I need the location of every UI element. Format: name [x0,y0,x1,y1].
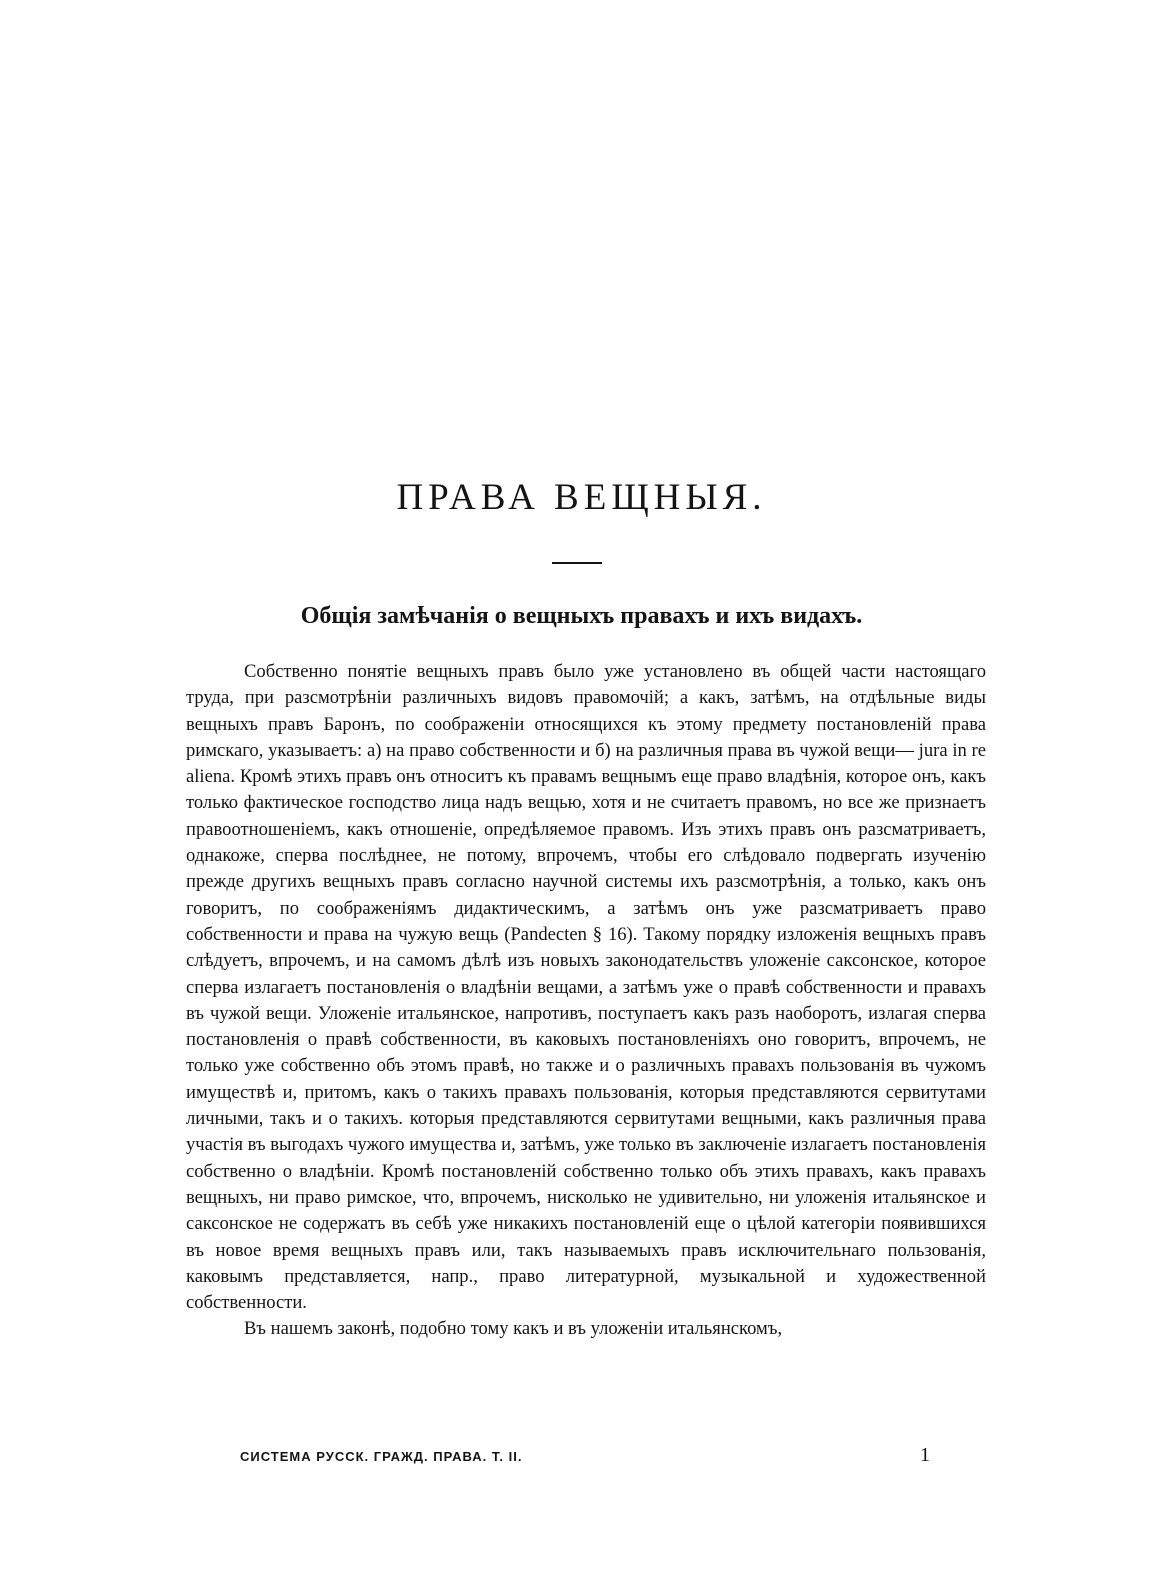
paragraph-2: Въ нашемъ законѣ, подобно тому какъ и въ уложеніи итальянскомъ, [244,1318,783,1340]
paragraph-1: Собственно понятіе вещныхъ правъ было уже установлено въ общей части настоящаго труда, при разсмотрѣніи различныхъ видовъ правомочій; а какъ, затѣмъ, на отдѣльные виды вещныхъ правъ Баронъ, по соображеніи относящихся къ этому предмету постановленій права римскаго, указываетъ: а) на право собственности и б) на различныя права въ чужой вещи— jura in re aliena. Кромѣ этихъ правъ онъ относитъ къ правамъ вещнымъ еще право владѣнія, которое онъ, какъ только фактическое господство лица надъ вещью, хотя и не считаетъ правомъ, но все же признаетъ правоотношеніемъ, какъ отношеніе, опредѣляемое правомъ. Изъ этихъ правъ онъ разсматриваетъ, однакоже, сперва послѣднее, не потому, впрочемъ, чтобы его слѣдовало подвергать изученію прежде другихъ вещныхъ правъ согласно научной системы ихъ разсмотрѣнія, а только, какъ онъ говоритъ, по соображеніямъ дидактическимъ, а затѣмъ онъ уже разсматриваетъ право собственности и права на чужую вещь (Pandecten § 16). Такому порядку изложенія вещныхъ правъ слѣдуетъ, впрочемъ, и на самомъ дѣлѣ изъ новыхъ законодательствъ уложеніе саксонское, которое сперва излагаетъ постановленія о владѣніи вещами, а затѣмъ уже о правѣ собственности и правахъ въ чужой вещи. Уложеніе итальянское, напротивъ, поступаетъ какъ разъ наоборотъ, излагая сперва постановленія о правѣ собственности, въ каковыхъ постановленіяхъ оно говоритъ, впрочемъ, не только уже собственно объ этомъ правѣ, но также и о различныхъ правахъ пользованія въ чужомъ имуществѣ и, притомъ, какъ о такихъ правахъ пользованія, которыя представляются сервитутами личными, такъ и о такихъ. которыя представляются сервитутами вещными, какъ различныя права участія въ выгодахъ чужого имущества и, затѣмъ, уже только въ заключеніе излагаетъ постановленія собственно о владѣніи. Кромѣ постановленій собственно только объ этихъ правахъ, какъ правахъ вещныхъ, ни право римское, что, впрочемъ, нисколько не удивительно, ни уложенія итальянское и саксонское не содержатъ въ себѣ уже никакихъ постановленій еще о цѣлой категоріи появившихся въ новое время вещныхъ правъ или, такъ называемыхъ правъ исключительнаго пользованія, каковымъ представляется, напр., право литературной, музыкальной и художественной собственности. [186,661,986,1314]
running-title: СИСТЕМА РУССК. ГРАЖД. ПРАВА. Т. II. [240,1449,523,1464]
section-subtitle: Общія замѣчанія о вещныхъ правахъ и ихъ видахъ. [300,603,863,629]
title-divider [552,562,602,564]
body-text [186,659,986,1343]
page-footer [240,1444,930,1467]
page-number: 1 [920,1444,930,1466]
chapter-title: ПРАВА ВЕЩНЫЯ. [396,477,767,518]
